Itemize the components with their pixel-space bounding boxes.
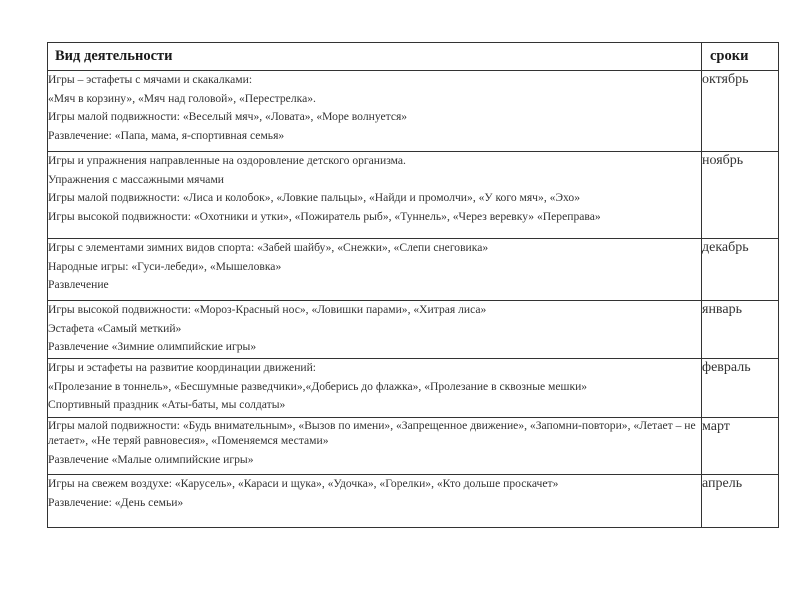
activity-line: Развлечение «Зимние олимпийские игры»	[48, 340, 257, 353]
activity-line: Игры на свежем воздухе: «Карусель», «Караси и щука», «Удочка», «Горелки», «Кто дольше проскачет»	[48, 477, 559, 490]
activity-line: Игры малой подвижности: «Лиса и колобок», «Ловкие пальцы», «Найди и промолчи», «У кого мяч», «Эхо»	[48, 191, 581, 204]
activity-line: Игры с элементами зимних видов спорта: «Забей шайбу», «Снежки», «Слепи снеговика»	[48, 241, 489, 254]
term-cell: ноябрь	[702, 152, 779, 239]
table-row-january	[48, 301, 779, 359]
term-cell: апрель	[702, 475, 779, 528]
table-row-october	[48, 71, 779, 152]
activity-line: Спортивный праздник «Аты-баты, мы солдаты»	[48, 398, 286, 411]
activity-line: Игры малой подвижности: «Веселый мяч», «Ловата», «Море волнуется»	[48, 110, 408, 123]
table-header-row	[48, 43, 779, 71]
header-activity-type: Вид деятельности	[48, 43, 702, 71]
activity-line: Народные игры: «Гуси-лебеди», «Мышеловка»	[48, 259, 282, 273]
activity-schedule-table	[47, 42, 779, 528]
activity-line: «Мяч в корзину», «Мяч над головой», «Перестрелка».	[48, 91, 316, 105]
activity-cell	[48, 301, 702, 359]
table-row-april	[48, 475, 779, 528]
activity-line: Развлечение «Малые олимпийские игры»	[48, 453, 254, 466]
table-row-november	[48, 152, 779, 239]
activity-line: Эстафета «Самый меткий»	[48, 321, 182, 335]
activity-cell	[48, 239, 702, 301]
activity-cell	[48, 152, 702, 239]
activity-line: Игры и эстафеты на развитие координации движений:	[48, 361, 317, 374]
activity-line: Игры малой подвижности: «Будь внимательным», «Вызов по имени», «Запрещенное движение», «Запомни-повтори», «Летает – не летает», «Не теряй равновесия», «Поменяемся местами»	[48, 419, 696, 447]
term-cell: март	[702, 418, 779, 475]
table-row-march	[48, 418, 779, 475]
activity-line: Игры и упражнения направленные на оздоровление детского организма.	[48, 154, 406, 167]
activity-cell	[48, 71, 702, 152]
term-cell: декабрь	[702, 239, 779, 301]
header-term: сроки	[702, 43, 779, 71]
activity-cell	[48, 359, 702, 418]
term-cell: февраль	[702, 359, 779, 418]
activity-line: Игры высокой подвижности: «Мороз-Красный нос», «Ловишки парами», «Хитрая лиса»	[48, 303, 487, 316]
activity-line: Игры высокой подвижности: «Охотники и утки», «Пожиратель рыб», «Туннель», «Через веревку» «Переправа»	[48, 209, 601, 223]
activity-cell	[48, 418, 702, 475]
table-row-february	[48, 359, 779, 418]
activity-line: Развлечение	[48, 278, 109, 291]
activity-line: «Пролезание в тоннель», «Бесшумные разведчики»,«Доберись до флажка», «Пролезание в сквозные мешки»	[48, 379, 588, 393]
activity-cell	[48, 475, 702, 528]
term-cell: январь	[702, 301, 779, 359]
activity-line: Упражнения с массажными мячами	[48, 172, 224, 186]
activity-line: Развлечение: «Папа, мама, я-спортивная семья»	[48, 128, 285, 142]
activity-line: Игры – эстафеты с мячами и скакалками:	[48, 73, 253, 86]
term-cell: октябрь	[702, 71, 779, 152]
table-row-december	[48, 239, 779, 301]
activity-line: Развлечение: «День семьи»	[48, 495, 184, 509]
